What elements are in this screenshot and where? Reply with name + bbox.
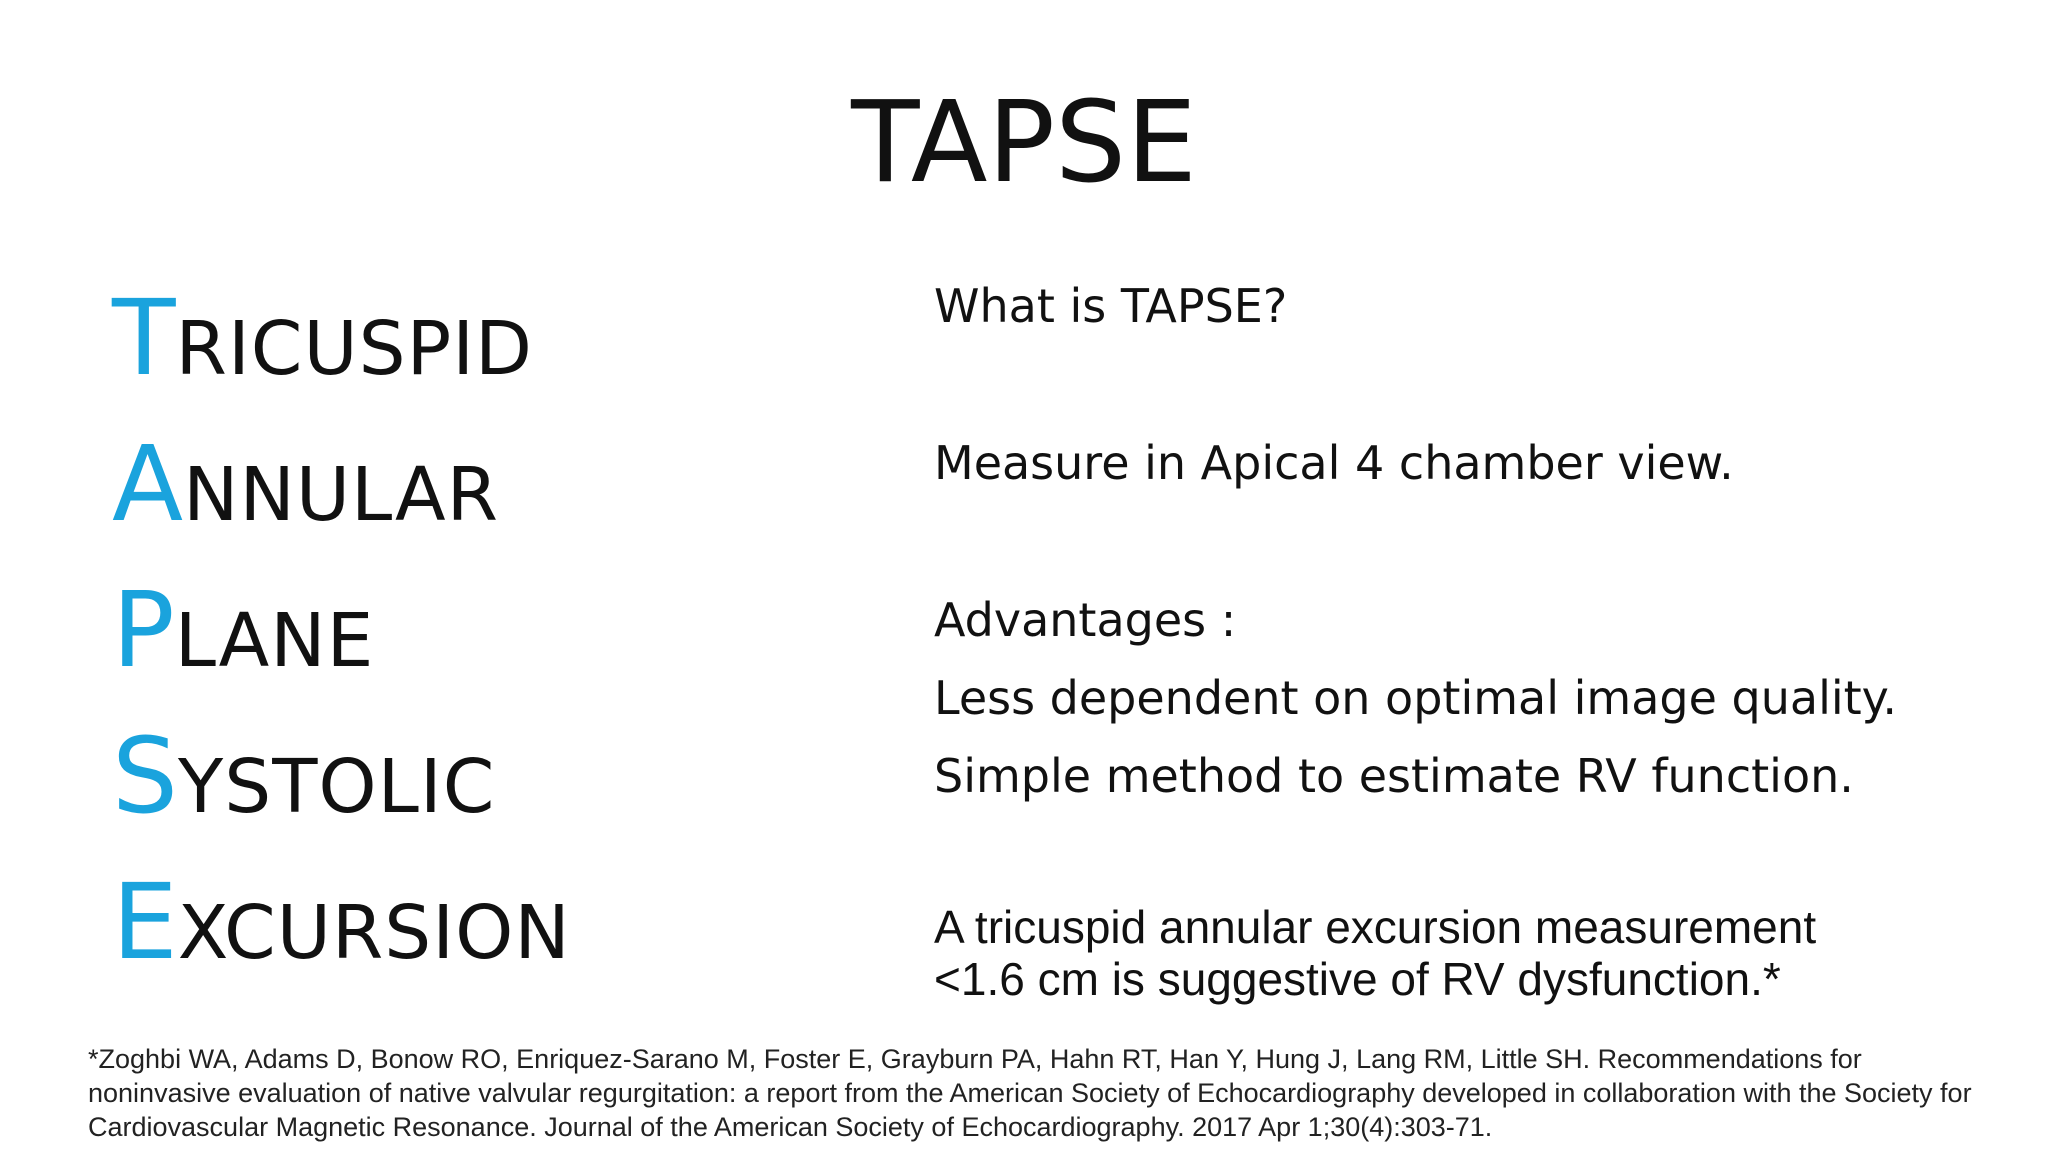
acronym-rest: RICUSPID — [175, 306, 534, 392]
acronym-row-tricuspid — [112, 277, 872, 429]
acronym-initial: A — [112, 423, 184, 545]
threshold-line: <1.6 cm is suggestive of RV dysfunction.* — [934, 953, 1781, 1005]
acronym-rest: NNULAR — [183, 452, 499, 538]
slide-title: TAPSE — [851, 78, 1197, 208]
acronym-initial: S — [112, 715, 179, 837]
advantages-heading: Advantages : — [934, 593, 1237, 647]
advantage-item: Less dependent on optimal image quality. — [934, 671, 1897, 725]
acronym-rest: YSTOLIC — [178, 744, 496, 830]
advantage-item: Simple method to estimate RV function. — [934, 749, 1854, 803]
acronym-row-systolic — [112, 715, 872, 867]
threshold-statement — [934, 901, 1816, 1005]
acronym-rest: LANE — [174, 598, 375, 684]
reference-footnote: *Zoghbi WA, Adams D, Bonow RO, Enriquez-Sarano M, Foster E, Grayburn PA, Hahn RT, Han Y, Hung J, Lang RM, Little SH. Recommendations for noninvasive evaluation of native valvular regurgitation: a report from the American Society of Echocardiography developed in collaboration with the Society for Cardiovascular Magnetic Resonance. Journal of the American Society of Echocardiography. 2017 Apr 1;30(4):303-71. — [88, 1044, 1972, 1142]
acronym-initial: E — [112, 861, 178, 983]
measure-text: Measure in Apical 4 chamber view. — [934, 436, 1734, 490]
acronym-row-annular — [112, 423, 872, 575]
acronym-initial: P — [112, 569, 175, 691]
acronym-initial: T — [112, 277, 176, 399]
acronym-list — [112, 277, 872, 1013]
threshold-line: A tricuspid annular excursion measurement — [934, 901, 1817, 953]
question-text: What is TAPSE? — [934, 279, 1288, 333]
acronym-row-plane — [112, 569, 872, 721]
acronym-row-excursion — [112, 861, 872, 1013]
acronym-rest: XCURSION — [177, 890, 571, 976]
